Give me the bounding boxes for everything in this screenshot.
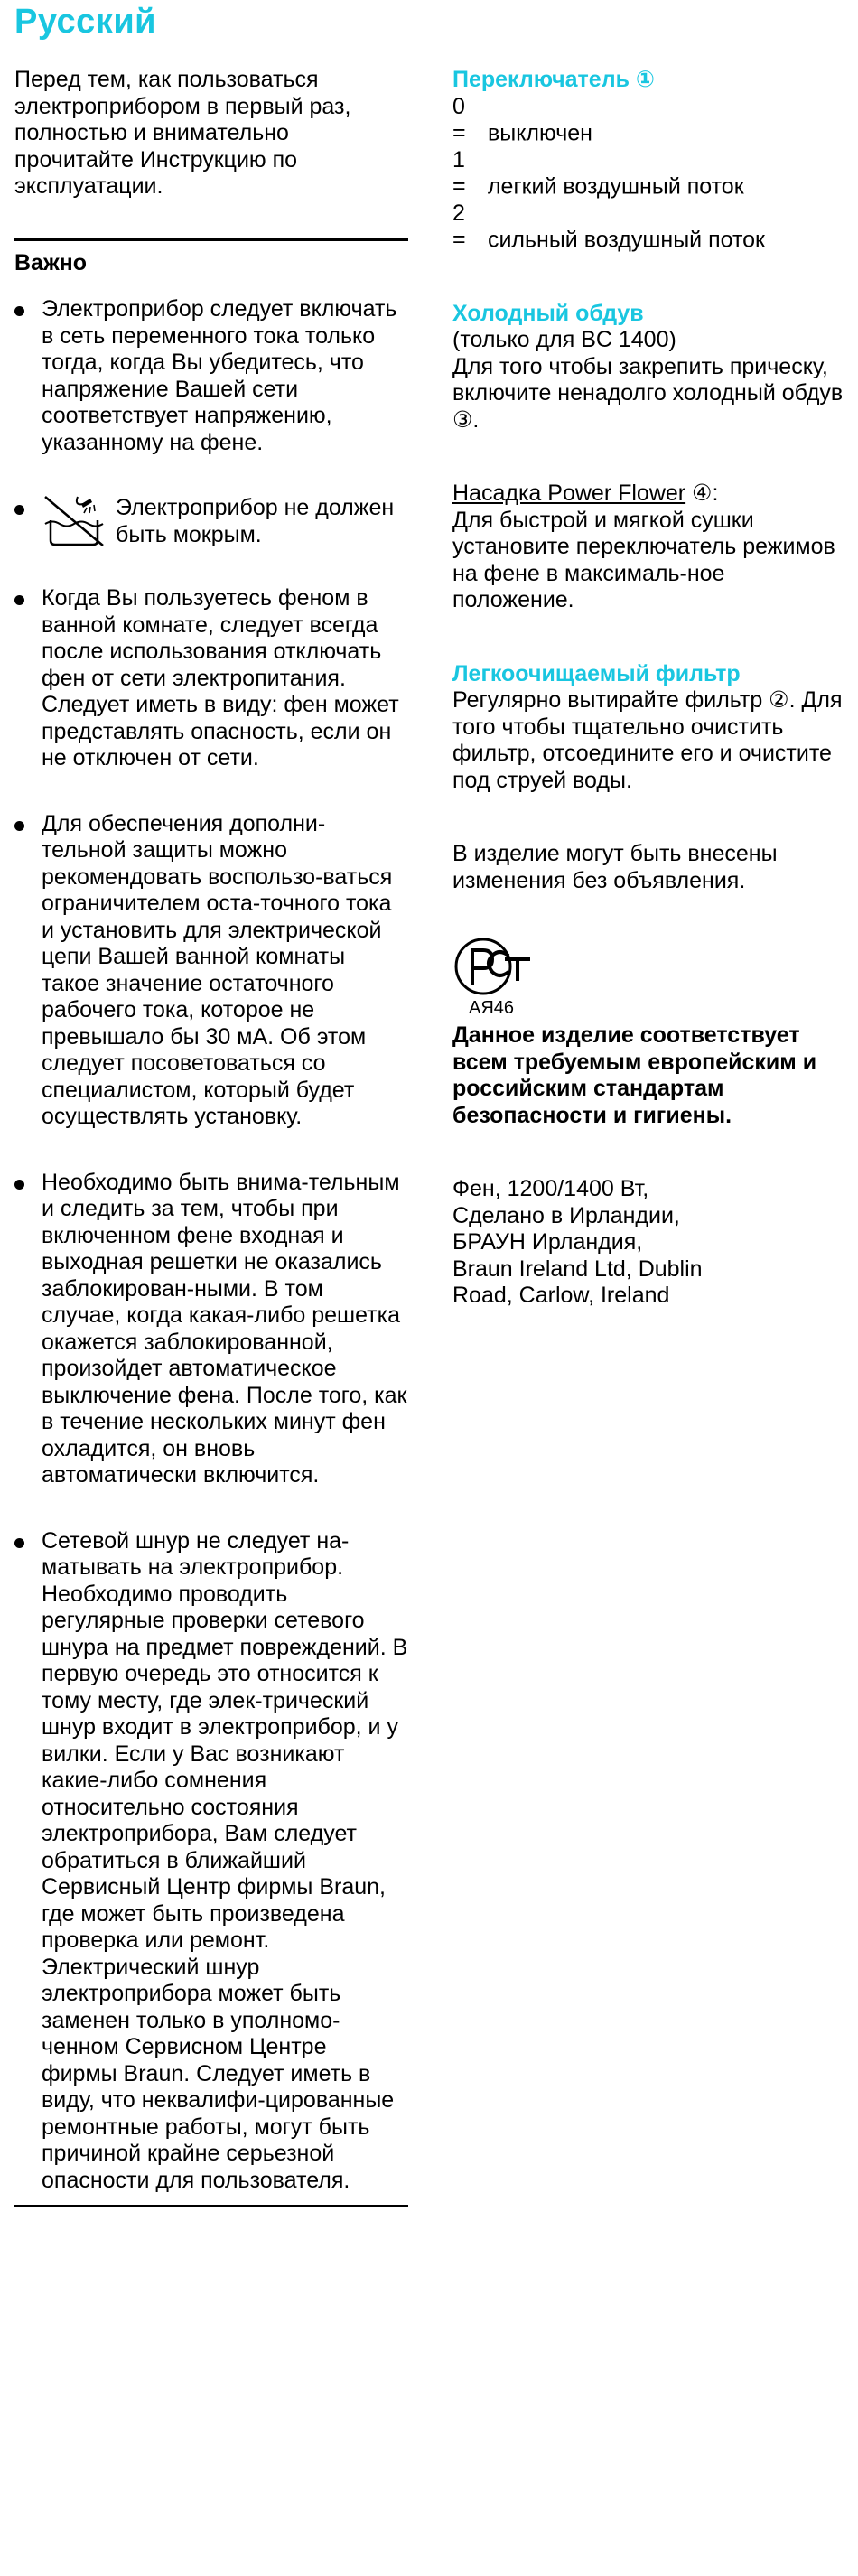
manufacturer-line: БРАУН Ирландия, [452,1229,643,1255]
manufacturer-line: Braun Ireland Ltd, Dublin [452,1255,703,1282]
mode-row: 0 = выключен [452,93,592,145]
flower-text: Для быстрой и мягкой сушки установите переключатель режимов на фене в максималь-ное положение. [452,507,835,612]
left-column [14,67,408,2207]
manufacturer-info [452,1176,850,1310]
cert-statement: Данное изделие соответствует всем требуемым европейским и российским стандартам безопасности и гигиены. [452,1022,817,1128]
no-water-icon [42,493,107,549]
cold-text: Для того чтобы закрепить прическу, включите ненадолго холодный обдув ③. [452,353,844,433]
filter-heading: Легкоочищаемый фильтр [452,660,741,686]
cold-note: (только для BC 1400) [452,327,676,352]
important-heading: Важно [14,249,88,275]
list-item: Электроприбор следует включать в сеть переменного тока только тогда, когда Вы убедитесь, что напряжение Вашей сети соответствует напряжению, указанному на фене. [14,296,408,456]
switch-heading: Переключатель ① [452,67,656,92]
manufacturer-line: Сделано в Ирландии, [452,1202,680,1228]
list-item: Когда Вы пользуетесь феном в ванной комнате, следует всегда после использования отключать фен от сети электропитания. Следует иметь в виду: фен может представлять опасность, если он не отключен от сети. [14,585,408,772]
filter-text: Регулярно вытирайте фильтр ②. Для того чтобы тщательно очистить фильтр, отсоедините его и очистите под струей воды. [452,687,843,793]
list-item: Для обеспечения дополни-тельной защиты можно рекомендовать воспользо-ваться ограничителем оста-точного тока и установить для электрической цепи Вашей ванной комнаты такое значение остаточного рабочего тока, которое не превышало бы 30 мА. Об этом следует посоветоваться со специалистом, который будет осуществлять установку. [14,811,408,1131]
certification-logo-icon [452,936,532,1019]
list-item: Электроприбор не должен быть мокрым. [14,495,408,549]
divider-bottom [14,2205,408,2207]
list-item: Сетевой шнур не следует на-матывать на электроприбор. Необходимо проводить регулярные проверки сетевого шнура на предмет повреждений. В первую очередь это относится к тому месту, где элек-трический шнур входит в электроприбор, и у вилки. Если у Вас возникают какие-либо сомнения относительно состояния электроприбора, Вам следует обратиться в ближайший Сервисный Центр фирмы Braun, где может быть произведена проверка или ремонт. Электрический шнур электроприбора может быть заменен только в уполномо-ченном Сервисном Центре фирмы Braun. Следует иметь в виду, что неквалифи-цированные ремонтные работы, могут быть причиной крайне серьезной опасности для пользователя. [14,1528,408,2195]
mode-row: 2 = сильный воздушный поток [452,200,765,252]
bullet-icon [14,1180,24,1190]
mode-row: 1 = легкий воздушный поток [452,146,744,199]
manufacturer-line: Road, Carlow, Ireland [452,1283,670,1308]
intro-paragraph: Перед тем, как пользоваться электроприбором в первый раз, полностью и внимательно прочитайте Инструкцию по эксплуатации. [14,67,351,199]
safety-list [14,296,408,2194]
changes-note: В изделие могут быть внесены изменения без объявления. [452,841,778,893]
bullet-icon [14,306,24,316]
bullet-icon [14,505,24,515]
switch-modes [452,94,850,254]
flower-section [452,481,850,614]
page-title: Русский [14,3,157,41]
flower-heading: Насадка Power Flower ④: [452,481,719,506]
right-column [452,67,850,1310]
bullet-icon [14,821,24,831]
switch-section [452,67,850,254]
cold-section [452,301,850,434]
cold-heading: Холодный обдув [452,300,644,326]
manufacturer-line: Фен, 1200/1400 Вт, [452,1176,649,1201]
logo-code: АЯ46 [469,998,515,1018]
bullet-icon [14,595,24,605]
bullet-icon [14,1538,24,1548]
divider-top [14,238,408,241]
filter-section [452,661,850,795]
list-item: Необходимо быть внима-тельным и следить за тем, чтобы при включенном фене входная и выходная решетки не оказались заблокирован-ными. В том случае, когда какая-либо решетка окажется заблокированной, произойдет автоматическое выключение фена. После того, как в течение нескольких минут фен охладится, он вновь автоматически включится. [14,1170,408,1489]
